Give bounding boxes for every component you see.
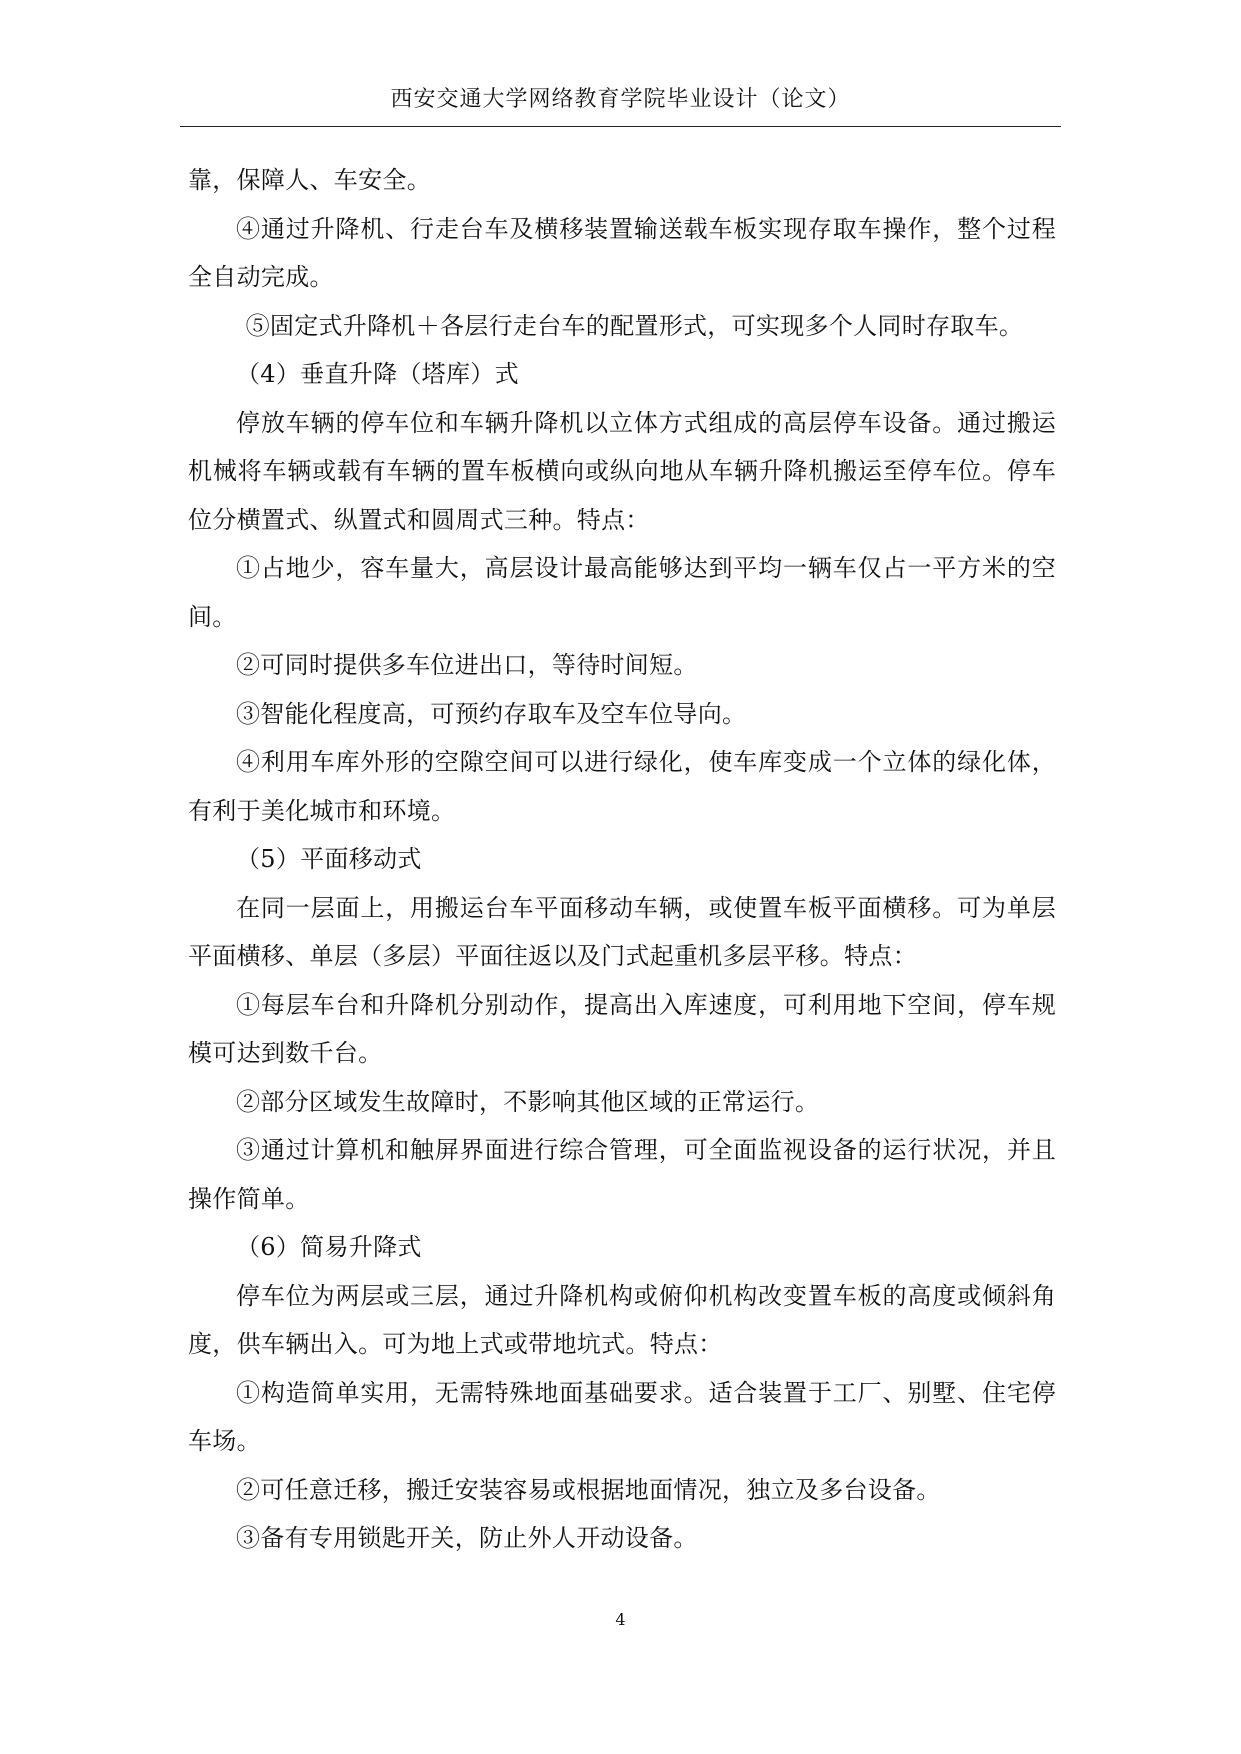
paragraph: ④利用车库外形的空隙空间可以进行绿化，使车库变成一个立体的绿化体，有利于美化城市和环境。: [188, 748, 1056, 825]
paragraph: ②部分区域发生故障时，不影响其他区域的正常运行。: [236, 1087, 820, 1116]
paragraph: ②可同时提供多车位进出口，等待时间短。: [236, 651, 698, 679]
paragraph: ④通过升降机、行走台车及横移装置输送载车板实现存取车操作，整个过程全自动完成。: [188, 214, 1056, 291]
paragraph: ⑤固定式升降机＋各层行走台车的配置形式，可实现多个人同时存取车。: [245, 311, 1024, 340]
section-heading: （4）垂直升降（塔库）式: [236, 360, 519, 388]
paragraph: ①占地少，容车量大，高层设计最高能够达到平均一辆车仅占一平方米的空间。: [188, 554, 1056, 631]
paragraph: 靠，保障人、车安全。: [188, 166, 431, 194]
page-header: 西安交通大学网络教育学院毕业设计（论文）: [390, 87, 851, 112]
paragraph: ③备有专用锁匙开关，防止外人开动设备。: [236, 1524, 698, 1552]
section-heading: （6）简易升降式: [236, 1233, 422, 1261]
paragraph: ①每层车台和升降机分别动作，提高出入库速度，可利用地下空间，停车规模可达到数千台。: [188, 990, 1056, 1067]
page-body: [188, 156, 1056, 1563]
paragraph: ①构造简单实用，无需特殊地面基础要求。适合装置于工厂、别墅、住宅停车场。: [188, 1378, 1056, 1455]
paragraph: ②可任意迁移，搬迁安装容易或根据地面情况，独立及多台设备。: [236, 1475, 941, 1504]
page-number: 4: [615, 1610, 626, 1629]
paragraph: ③通过计算机和触屏界面进行综合管理，可全面监视设备的运行状况，并且操作简单。: [188, 1136, 1056, 1213]
section-heading: （5）平面移动式: [236, 845, 422, 873]
paragraph: ③智能化程度高，可预约存取车及空车位导向。: [236, 699, 747, 728]
paragraph: 停放车辆的停车位和车辆升降机以立体方式组成的高层停车设备。通过搬运机械将车辆或载有车辆的置车板横向或纵向地从车辆升降机搬运至停车位。停车位分横置式、纵置式和圆周式三种。特点：: [188, 408, 1056, 534]
paragraph: 停车位为两层或三层，通过升降机构或俯仰机构改变置车板的高度或倾斜角度，供车辆出入。可为地上式或带地坑式。特点：: [188, 1281, 1056, 1358]
paragraph: 在同一层面上，用搬运台车平面移动车辆，或使置车板平面横移。可为单层平面横移、单层（多层）平面往返以及门式起重机多层平移。特点：: [188, 893, 1056, 970]
header-rule: [180, 126, 1061, 127]
